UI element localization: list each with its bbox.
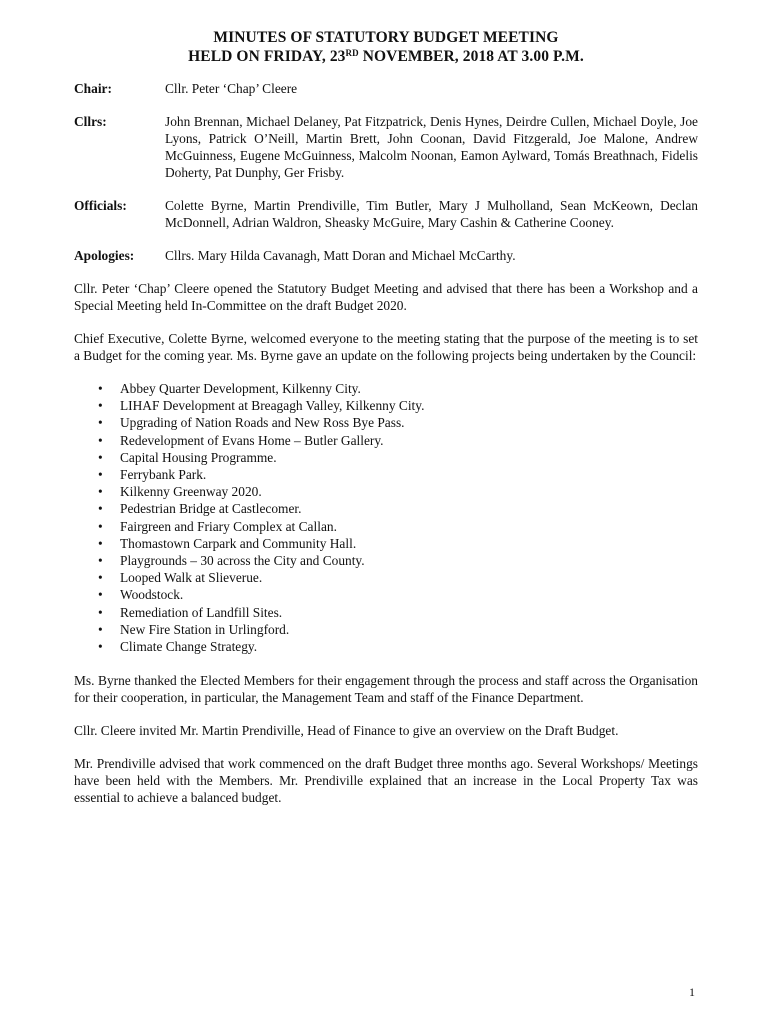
list-item-text: Ferrybank Park. [120,467,207,483]
list-item-text: Climate Change Strategy. [120,639,258,655]
bullet-icon: • [98,449,103,465]
title-line-2-post: NOVEMBER, 2018 AT 3.00 P.M. [358,48,584,65]
list-item-text: Playgrounds – 30 across the City and County. [120,553,365,569]
paragraph-opening: Cllr. Peter ‘Chap’ Cleere opened the Statutory Budget Meeting and advised that there has been a Workshop and a Special Meeting held In-Committee on the draft Budget 2020. [74,281,698,313]
list-item [74,586,698,603]
list-item [74,552,698,569]
bullet-icon: • [98,570,103,586]
list-item-text: Kilkenny Greenway 2020. [120,484,262,500]
project-list [74,380,698,655]
apologies-label: Apologies: [74,248,135,263]
list-item [74,535,698,552]
list-item-text: Upgrading of Nation Roads and New Ross Bye Pass. [120,415,405,431]
officials-row [74,197,698,231]
bullet-icon: • [98,467,103,483]
list-item [74,569,698,586]
officials-label: Officials: [74,198,127,213]
bullet-icon: • [98,484,103,500]
list-item-text: Woodstock. [120,587,184,603]
list-item-text: Thomastown Carpark and Community Hall. [120,535,357,551]
cllrs-value: John Brennan, Michael Delaney, Pat Fitzpatrick, Denis Hynes, Deirdre Cullen, Michael Doyle, Joe Lyons, Patrick O’Neill, Martin Brett, John Coonan, David Fitzgerald, Joe Malone, Andrew McGuinness, Eugene McGuinness, Malcolm Noonan, Eamon Aylward, Tomás Breathnach, Fidelis Doherty, Pat Dunphy, Ger Frisby. [165,114,698,180]
title-line-2-sup: RD [345,48,359,58]
bullet-icon: • [98,535,103,551]
list-item-text: Looped Walk at Slieverue. [120,570,263,586]
chair-value: Cllr. Peter ‘Chap’ Cleere [165,81,298,96]
bullet-icon: • [98,587,103,603]
list-item-text: Capital Housing Programme. [120,449,277,465]
paragraph-thanks: Ms. Byrne thanked the Elected Members for their engagement through the process and staff across the Organisation for their cooperation, in particular, the Management Team and staff of the Finance Department. [74,673,698,706]
bullet-icon: • [98,415,103,431]
title-line-2 [74,47,698,66]
apologies-row [74,247,698,264]
list-item-text: Pedestrian Bridge at Castlecomer. [120,501,302,517]
officials-value: Colette Byrne, Martin Prendiville, Tim Butler, Mary J Mulholland, Sean McKeown, Declan McDonnell, Adrian Waldron, Sheasky McGuire, Mary Cashin & Catherine Cooney. [165,198,698,230]
bullet-icon: • [98,398,103,414]
paragraph-chief-executive: Chief Executive, Colette Byrne, welcomed everyone to the meeting stating that the purpose of the meeting is to set a Budget for the coming year. Ms. Byrne gave an update on the following projects being undertaken by the Council: [74,331,698,363]
list-item-text: Abbey Quarter Development, Kilkenny City. [120,381,361,396]
chair-row [74,80,698,97]
bullet-icon: • [98,501,103,517]
bullet-icon: • [98,381,103,396]
bullet-icon: • [98,604,103,620]
list-item [74,397,698,414]
document-page [74,28,698,806]
title-line-2-pre: HELD ON FRIDAY, 23 [188,48,346,65]
list-item-text: Remediation of Landfill Sites. [120,604,283,620]
bullet-icon: • [98,518,103,534]
list-item [74,414,698,431]
bullet-icon: • [98,639,103,655]
list-item [74,621,698,638]
paragraph-prendiville: Mr. Prendiville advised that work commenced on the draft Budget three months ago. Several Workshops/ Meetings have been held with the Members. Mr. Prendiville explained that an increase in the Local Property Tax was essential to achieve a balanced budget. [74,756,698,806]
bullet-icon: • [98,432,103,448]
list-item [74,380,698,397]
list-item [74,604,698,621]
list-item [74,518,698,535]
page-number: 1 [689,985,695,999]
apologies-value: Cllrs. Mary Hilda Cavanagh, Matt Doran and Michael McCarthy. [165,248,516,263]
chair-label: Chair: [74,81,112,96]
list-item-text: Redevelopment of Evans Home – Butler Gallery. [120,432,384,448]
list-item [74,500,698,517]
cllrs-label: Cllrs: [74,114,107,129]
title-line-1: MINUTES OF STATUTORY BUDGET MEETING [213,29,559,46]
bullet-icon: • [98,553,103,569]
paragraph-invite: Cllr. Cleere invited Mr. Martin Prendiville, Head of Finance to give an overview on the Draft Budget. [74,723,619,739]
page-title [74,28,698,66]
list-item [74,483,698,500]
list-item [74,466,698,483]
list-item [74,449,698,466]
list-item-text: New Fire Station in Urlingford. [120,621,290,637]
list-item [74,638,698,655]
cllrs-row [74,113,698,181]
list-item-text: LIHAF Development at Breagagh Valley, Kilkenny City. [120,398,425,414]
list-item [74,432,698,449]
list-item-text: Fairgreen and Friary Complex at Callan. [120,518,337,534]
bullet-icon: • [98,621,103,637]
